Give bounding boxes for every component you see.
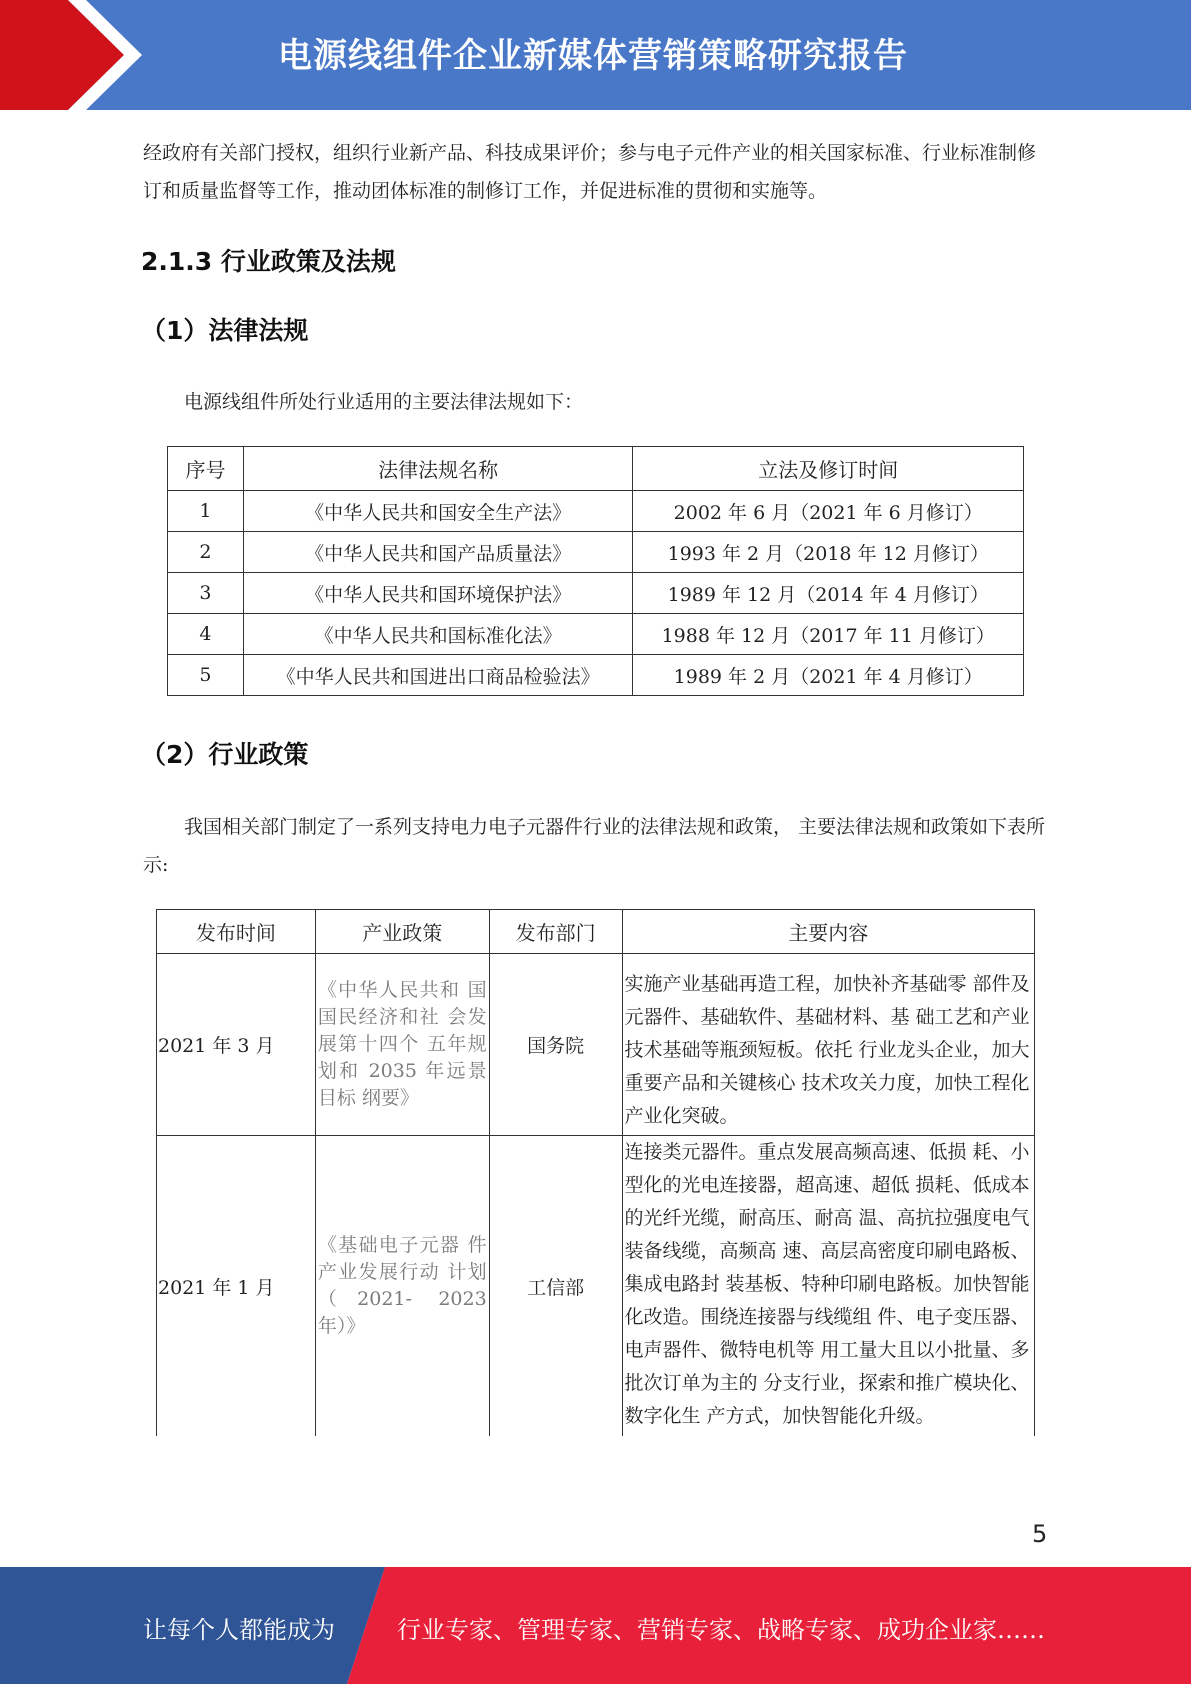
laws-intro: 电源线组件所处行业适用的主要法律法规如下： [184, 391, 584, 413]
row-index: 4 [168, 614, 244, 655]
law-name: 《中华人民共和国环境保护法》 [243, 573, 633, 614]
table-row [168, 491, 1024, 532]
policy-intro: 我国相关部门制定了一系列支持电力电子元器件行业的法律法规和政策， 主要法律法规和政策如下表所示: [143, 816, 1046, 876]
col-header-content: 主要内容 [622, 910, 1034, 954]
col-header-policy: 产业政策 [315, 910, 489, 954]
law-name: 《中华人民共和国产品质量法》 [243, 532, 633, 573]
law-dates: 1993 年 2 月（2018 年 12 月修订） [633, 532, 1024, 573]
table-row [168, 573, 1024, 614]
row-index: 1 [168, 491, 244, 532]
policy-table [156, 909, 1035, 1436]
table-row [168, 655, 1024, 696]
footer-slogan-left: 让每个人都能成为 [143, 1616, 335, 1644]
page-number: 5 [1032, 1520, 1048, 1548]
policy-dept: 工信部 [489, 1136, 622, 1437]
page-header [0, 0, 1191, 110]
law-name: 《中华人民共和国安全生产法》 [243, 491, 633, 532]
row-index: 2 [168, 532, 244, 573]
policy-name: 《基础电子元器 件产业发展行动 计划（2021- 2023 年）》 [315, 1136, 489, 1437]
col-header-date: 发布时间 [157, 910, 316, 954]
table-row [168, 614, 1024, 655]
col-header-law-name: 法律法规名称 [243, 447, 633, 491]
row-index: 3 [168, 573, 244, 614]
policy-name: 《中华人民共和 国国民经济和社 会发展第十四个 五年规划和 2035 年远景目标 纲要》 [315, 954, 489, 1136]
laws-table [167, 446, 1024, 696]
policy-dept: 国务院 [489, 954, 622, 1136]
section-heading: 2.1.3 行业政策及法规 [141, 247, 396, 276]
law-dates: 1989 年 12 月（2014 年 4 月修订） [633, 573, 1024, 614]
footer-slogan-right: 行业专家、管理专家、营销专家、战略专家、成功企业家…… [397, 1616, 1045, 1644]
page-footer [0, 1567, 1191, 1684]
law-dates: 1988 年 12 月（2017 年 11 月修订） [633, 614, 1024, 655]
subsection-laws-heading: （1）法律法规 [141, 316, 309, 345]
col-header-dates: 立法及修订时间 [633, 447, 1024, 491]
col-header-index: 序号 [168, 447, 244, 491]
policy-date: 2021 年 3 月 [157, 954, 316, 1136]
law-name: 《中华人民共和国标准化法》 [243, 614, 633, 655]
intro-paragraph: 经政府有关部门授权，组织行业新产品、科技成果评价；参与电子元件产业的相关国家标准、行业标准制修订和质量监督等工作，推动团体标准的制修订工作，并促进标准的贯彻和实施等。 [143, 142, 1037, 202]
table-row [168, 532, 1024, 573]
header-chevron-decoration [0, 0, 160, 110]
row-index: 5 [168, 655, 244, 696]
col-header-dept: 发布部门 [489, 910, 622, 954]
policy-date: 2021 年 1 月 [157, 1136, 316, 1437]
table-row [157, 954, 1035, 1136]
report-title: 电源线组件企业新媒体营销策略研究报告 [278, 36, 908, 76]
laws-table-header [168, 447, 1024, 491]
policy-content: 实施产业基础再造工程，加快补齐基础零 部件及元器件、基础软件、基础材料、基 础工艺和产业技术基础等瓶颈短板。依托 行业龙头企业，加大重要产品和关键核心 技术攻关力度，加快工程化产业化突破。 [622, 954, 1034, 1136]
policy-content: 连接类元器件。重点发展高频高速、低损 耗、小型化的光电连接器，超高速、超低 损耗、低成本的光纤光缆，耐高压、耐高 温、高抗拉强度电气装备线缆，高频高 速、高层高密度印刷电路板、集成电路封 装基板、特种印刷电路板。加快智能化改造。围绕连接器与线缆组 件、电子变压器、电声器件、微特电机等 用工量大且以小批量、多批次订单为主的 分支行业，探索和推广模块化、数字化生 产方式，加快智能化升级。 [622, 1136, 1034, 1437]
law-name: 《中华人民共和国进出口商品检验法》 [243, 655, 633, 696]
subsection-policy-heading: （2）行业政策 [141, 740, 309, 769]
table-row [157, 1136, 1035, 1437]
law-dates: 1989 年 2 月（2021 年 4 月修订） [633, 655, 1024, 696]
law-dates: 2002 年 6 月（2021 年 6 月修订） [633, 491, 1024, 532]
policy-table-header [157, 910, 1035, 954]
